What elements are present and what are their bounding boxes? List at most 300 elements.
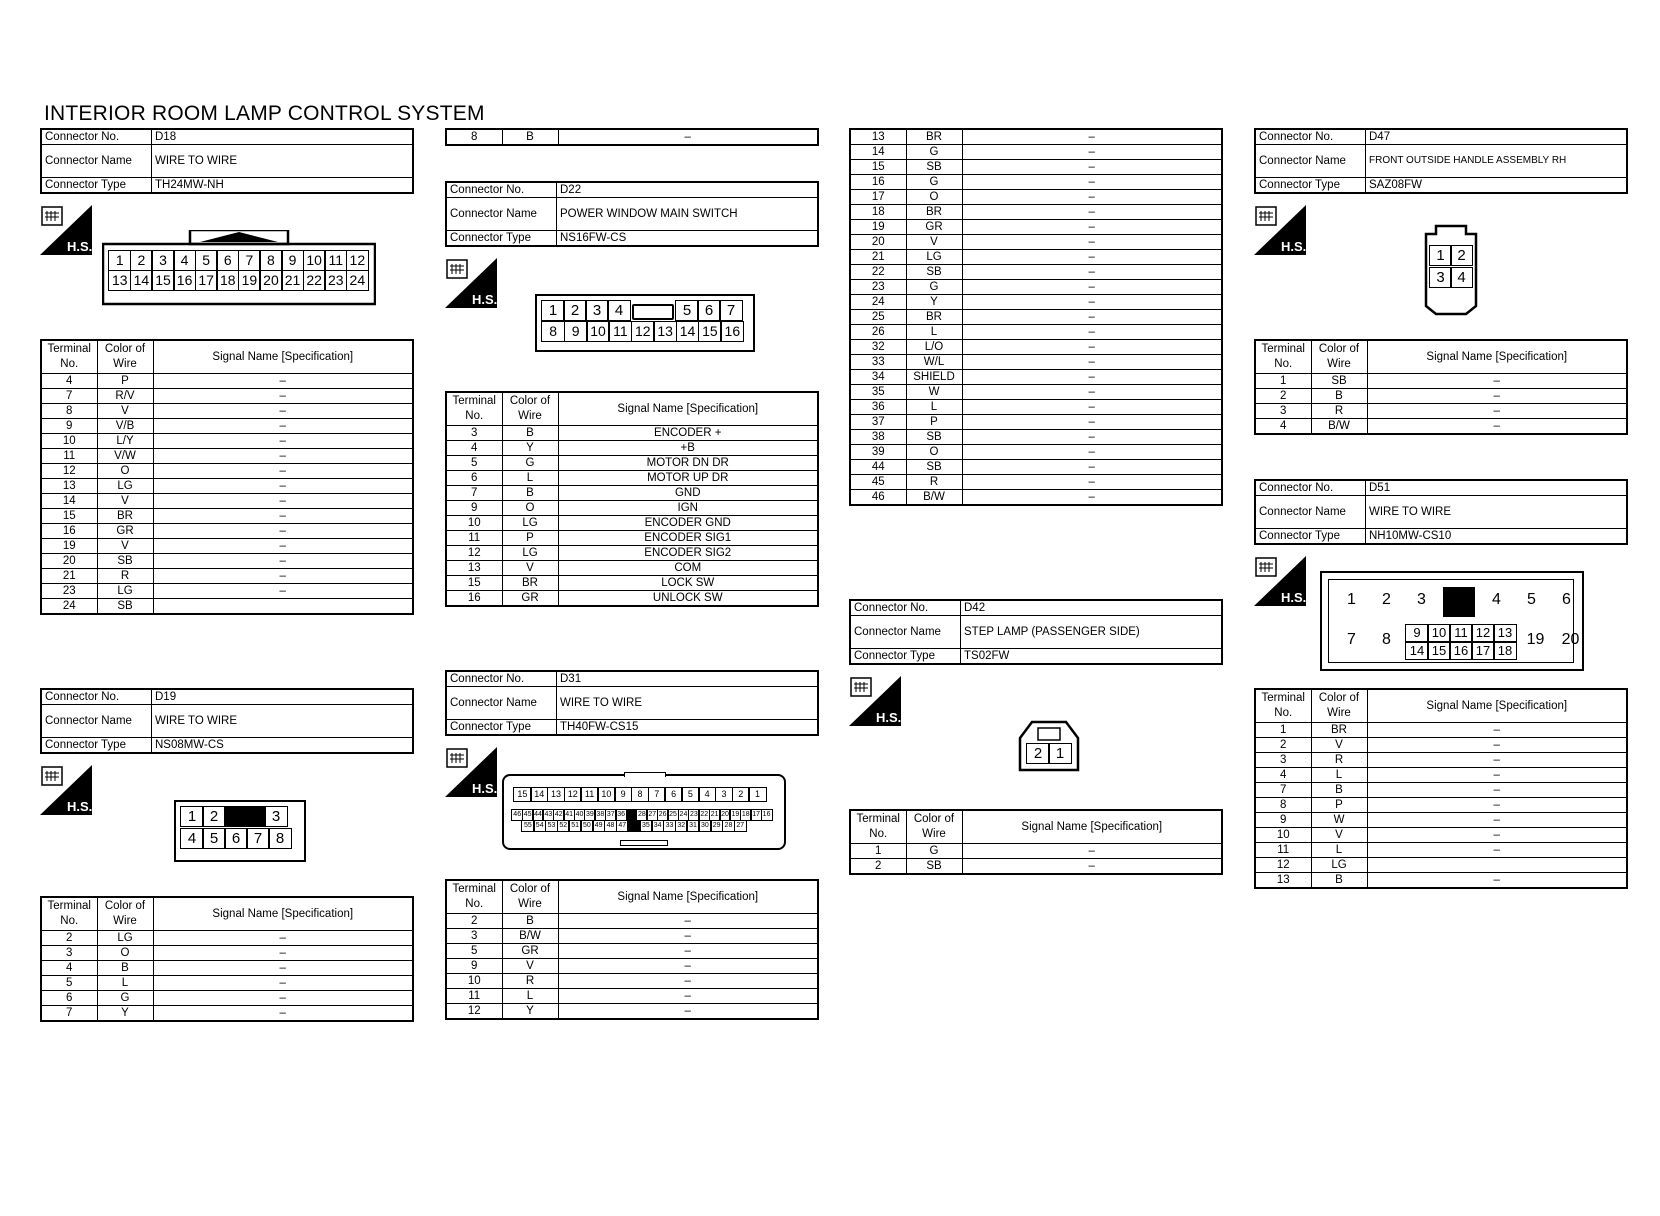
connector-pin: 1 bbox=[1048, 743, 1072, 764]
connector-pin: 8 bbox=[631, 787, 649, 802]
color-cell: G bbox=[906, 844, 962, 859]
terminal-cell: 26 bbox=[850, 325, 906, 340]
terminal-row bbox=[41, 599, 413, 615]
signal-cell: – bbox=[962, 859, 1222, 875]
terminal-cell: 44 bbox=[850, 460, 906, 475]
terminal-row bbox=[1255, 768, 1627, 783]
terminal-cell: 12 bbox=[446, 546, 502, 561]
connector-pin: 12 bbox=[1471, 624, 1495, 642]
signal-cell: – bbox=[962, 475, 1222, 490]
color-cell: B bbox=[1311, 873, 1367, 889]
connector-pin: 54 bbox=[533, 820, 546, 832]
connector-pin: 49 bbox=[592, 820, 605, 832]
terminal-cell: 4 bbox=[1255, 419, 1311, 435]
color-cell: GR bbox=[502, 944, 558, 959]
col-terminal-header: Terminal No. bbox=[446, 392, 502, 426]
connector-pin: 14 bbox=[676, 321, 700, 342]
connector-pin: 14 bbox=[1405, 642, 1429, 660]
color-cell: G bbox=[906, 145, 962, 160]
terminal-cell: 4 bbox=[41, 374, 97, 389]
terminal-cell: 5 bbox=[446, 456, 502, 471]
connector-pin: 3 bbox=[264, 806, 288, 827]
color-cell: B/W bbox=[502, 929, 558, 944]
terminal-row bbox=[41, 539, 413, 554]
connector-pin: 10 bbox=[597, 787, 615, 802]
terminal-cell: 18 bbox=[850, 205, 906, 220]
terminal-row bbox=[41, 389, 413, 404]
terminal-cell: 32 bbox=[850, 340, 906, 355]
terminal-row bbox=[850, 295, 1222, 310]
hs-icon bbox=[40, 765, 92, 815]
terminal-cell: 10 bbox=[446, 974, 502, 989]
color-cell: G bbox=[97, 991, 153, 1006]
signal-cell: – bbox=[962, 220, 1222, 235]
terminal-cell: 36 bbox=[850, 400, 906, 415]
color-cell: B bbox=[502, 426, 558, 441]
connector-pin: 3 bbox=[715, 787, 733, 802]
terminal-cell: 3 bbox=[1255, 753, 1311, 768]
connector-d18-header bbox=[40, 128, 414, 194]
connector-pin: 42 bbox=[553, 809, 565, 821]
terminal-row bbox=[1255, 419, 1627, 435]
terminal-row bbox=[41, 554, 413, 569]
connector-d47-face bbox=[1422, 224, 1480, 316]
connector-pin: 5 bbox=[202, 828, 226, 849]
connector-pin: 4 bbox=[180, 828, 204, 849]
connector-pin: 6 bbox=[697, 300, 721, 321]
color-cell: B/W bbox=[1311, 419, 1367, 435]
connector-pin: 8 bbox=[268, 828, 292, 849]
terminal-cell: 5 bbox=[41, 976, 97, 991]
connector-pin: 6 bbox=[1562, 591, 1571, 609]
connector-pin: 11 bbox=[608, 321, 632, 342]
terminal-cell: 12 bbox=[1255, 858, 1311, 873]
connector-pin: 12 bbox=[346, 250, 369, 271]
color-cell: B bbox=[502, 914, 558, 929]
value-connector-name: FRONT OUTSIDE HANDLE ASSEMBLY RH bbox=[1366, 145, 1628, 178]
color-cell: L bbox=[906, 400, 962, 415]
terminal-row bbox=[41, 479, 413, 494]
signal-cell: – bbox=[1367, 753, 1627, 768]
color-cell: L bbox=[502, 989, 558, 1004]
connector-pin: 8 bbox=[541, 321, 565, 342]
connector-pin: 7 bbox=[1347, 631, 1356, 649]
connector-pin: 21 bbox=[281, 270, 304, 291]
color-cell: L/Y bbox=[97, 434, 153, 449]
label-connector-no: Connector No. bbox=[1255, 480, 1366, 496]
terminal-row bbox=[1255, 389, 1627, 404]
terminal-cell: 10 bbox=[446, 516, 502, 531]
connector-pin: 1 bbox=[1429, 245, 1452, 266]
connector-pin: 12 bbox=[631, 321, 655, 342]
signal-cell: – bbox=[962, 844, 1222, 859]
terminal-cell: 2 bbox=[41, 931, 97, 946]
connector-pin: 51 bbox=[568, 820, 581, 832]
color-cell: GR bbox=[906, 220, 962, 235]
terminal-row bbox=[446, 576, 818, 591]
connector-pin: 11 bbox=[324, 250, 347, 271]
connector-pin: 24 bbox=[678, 809, 690, 821]
terminal-cell: 11 bbox=[446, 989, 502, 1004]
connector-pin: 17 bbox=[1471, 642, 1495, 660]
connector-pin: 30 bbox=[698, 820, 711, 832]
connector-pin: 16 bbox=[173, 270, 196, 291]
connector-pin: 19 bbox=[238, 270, 261, 291]
color-cell: V bbox=[97, 494, 153, 509]
color-cell: R bbox=[502, 974, 558, 989]
connector-d31-continued-table bbox=[849, 128, 1223, 506]
connector-pin: 11 bbox=[1449, 624, 1473, 642]
color-cell: G bbox=[906, 280, 962, 295]
connector-pin: 19 bbox=[729, 809, 741, 821]
terminal-cell: 13 bbox=[850, 129, 906, 145]
connector-pin: 14 bbox=[530, 787, 548, 802]
terminal-row bbox=[41, 976, 413, 991]
color-cell: P bbox=[97, 374, 153, 389]
terminal-cell: 21 bbox=[41, 569, 97, 584]
connector-pin: 26 bbox=[657, 809, 669, 821]
signal-cell: UNLOCK SW bbox=[558, 591, 818, 607]
terminal-row bbox=[850, 220, 1222, 235]
connector-pin: 18 bbox=[740, 809, 752, 821]
terminal-row bbox=[850, 370, 1222, 385]
page-title: INTERIOR ROOM LAMP CONTROL SYSTEM bbox=[44, 102, 485, 125]
color-cell: SB bbox=[97, 599, 153, 615]
signal-cell: ENCODER SIG1 bbox=[558, 531, 818, 546]
value-connector-type: SAZ08FW bbox=[1366, 178, 1628, 194]
svg-text:H.S.: H.S. bbox=[472, 292, 497, 307]
connector-pin: 14 bbox=[130, 270, 153, 291]
label-connector-type: Connector Type bbox=[41, 178, 152, 194]
terminal-cell: 8 bbox=[446, 129, 502, 145]
signal-cell: – bbox=[962, 340, 1222, 355]
terminal-cell: 20 bbox=[41, 554, 97, 569]
signal-cell: – bbox=[1367, 828, 1627, 843]
label-connector-type: Connector Type bbox=[1255, 529, 1366, 545]
signal-cell: – bbox=[962, 460, 1222, 475]
terminal-cell: 9 bbox=[1255, 813, 1311, 828]
color-cell: R/V bbox=[97, 389, 153, 404]
terminal-row bbox=[850, 310, 1222, 325]
connector-pin: 3 bbox=[1417, 591, 1426, 609]
color-cell: V bbox=[97, 404, 153, 419]
connector-d51-pin-table bbox=[1254, 688, 1628, 889]
connector-key-slot bbox=[224, 806, 266, 827]
terminal-cell: 35 bbox=[850, 385, 906, 400]
signal-cell: – bbox=[1367, 389, 1627, 404]
connector-pin: 5 bbox=[1527, 591, 1536, 609]
value-connector-type: TH24MW-NH bbox=[152, 178, 414, 194]
terminal-row bbox=[850, 160, 1222, 175]
connector-pin: 16 bbox=[720, 321, 744, 342]
signal-cell: – bbox=[153, 464, 413, 479]
color-cell: O bbox=[906, 190, 962, 205]
terminal-row bbox=[446, 441, 818, 456]
terminal-row bbox=[41, 404, 413, 419]
color-cell: LG bbox=[97, 931, 153, 946]
connector-pin: 3 bbox=[1429, 267, 1452, 288]
terminal-row bbox=[446, 516, 818, 531]
color-cell: L bbox=[1311, 843, 1367, 858]
color-cell: O bbox=[502, 501, 558, 516]
signal-cell: – bbox=[153, 1006, 413, 1022]
terminal-row bbox=[41, 961, 413, 976]
signal-cell: – bbox=[1367, 768, 1627, 783]
signal-cell: – bbox=[558, 944, 818, 959]
terminal-row bbox=[850, 355, 1222, 370]
hs-icon bbox=[445, 747, 497, 797]
connector-pin: 43 bbox=[542, 809, 554, 821]
terminal-cell: 9 bbox=[41, 419, 97, 434]
connector-d18-pin-table bbox=[40, 339, 414, 615]
terminal-cell: 11 bbox=[41, 449, 97, 464]
connector-pin: 44 bbox=[532, 809, 544, 821]
label-connector-no: Connector No. bbox=[446, 182, 557, 198]
signal-cell: – bbox=[1367, 738, 1627, 753]
value-connector-type: NS08MW-CS bbox=[152, 738, 414, 754]
terminal-cell: 8 bbox=[41, 404, 97, 419]
connector-pin: 28 bbox=[722, 820, 735, 832]
signal-cell: – bbox=[962, 205, 1222, 220]
terminal-cell: 9 bbox=[446, 959, 502, 974]
connector-pin: 13 bbox=[653, 321, 677, 342]
connector-pin: 10 bbox=[586, 321, 610, 342]
signal-cell: – bbox=[1367, 783, 1627, 798]
connector-pin: 4 bbox=[698, 787, 716, 802]
connector-pin: 31 bbox=[686, 820, 699, 832]
color-cell: R bbox=[97, 569, 153, 584]
col-color-header: Color of Wire bbox=[502, 392, 558, 426]
terminal-cell: 2 bbox=[1255, 389, 1311, 404]
color-cell: LG bbox=[97, 584, 153, 599]
terminal-row bbox=[850, 859, 1222, 875]
color-cell: SB bbox=[97, 554, 153, 569]
terminal-cell: 1 bbox=[1255, 374, 1311, 389]
signal-cell: – bbox=[153, 991, 413, 1006]
terminal-cell: 7 bbox=[41, 1006, 97, 1022]
signal-cell: – bbox=[962, 310, 1222, 325]
terminal-cell: 6 bbox=[446, 471, 502, 486]
terminal-cell: 1 bbox=[1255, 723, 1311, 738]
color-cell: BR bbox=[502, 576, 558, 591]
col-signal-header: Signal Name [Specification] bbox=[153, 340, 413, 374]
connector-pin: 23 bbox=[688, 809, 700, 821]
color-cell: Y bbox=[502, 1004, 558, 1020]
terminal-row bbox=[1255, 374, 1627, 389]
terminal-cell: 2 bbox=[1255, 738, 1311, 753]
color-cell: R bbox=[1311, 753, 1367, 768]
label-connector-name: Connector Name bbox=[850, 616, 961, 649]
signal-cell: – bbox=[153, 569, 413, 584]
color-cell: O bbox=[906, 445, 962, 460]
color-cell: Y bbox=[97, 1006, 153, 1022]
terminal-row bbox=[41, 584, 413, 599]
signal-cell: – bbox=[153, 946, 413, 961]
signal-cell: – bbox=[1367, 374, 1627, 389]
connector-d51-face bbox=[1320, 571, 1584, 671]
terminal-row bbox=[41, 419, 413, 434]
connector-d42-header bbox=[849, 599, 1223, 665]
terminal-cell: 38 bbox=[850, 430, 906, 445]
color-cell: V bbox=[1311, 828, 1367, 843]
terminal-cell: 7 bbox=[41, 389, 97, 404]
terminal-cell: 10 bbox=[41, 434, 97, 449]
terminal-cell: 24 bbox=[41, 599, 97, 615]
terminal-row bbox=[41, 449, 413, 464]
terminal-cell: 7 bbox=[1255, 783, 1311, 798]
terminal-cell: 33 bbox=[850, 355, 906, 370]
signal-cell: – bbox=[558, 1004, 818, 1020]
value-connector-type: NS16FW-CS bbox=[557, 231, 819, 247]
color-cell: V bbox=[906, 235, 962, 250]
connector-pin: 27 bbox=[646, 809, 658, 821]
connector-pin: 32 bbox=[675, 820, 688, 832]
col-color-header: Color of Wire bbox=[1311, 340, 1367, 374]
terminal-cell: 2 bbox=[446, 914, 502, 929]
col-color-header: Color of Wire bbox=[97, 897, 153, 931]
hs-icon bbox=[849, 676, 901, 726]
connector-pin: 19 bbox=[1526, 631, 1545, 649]
value-connector-name: STEP LAMP (PASSENGER SIDE) bbox=[961, 616, 1223, 649]
connector-pin: 36 bbox=[615, 809, 627, 821]
terminal-row bbox=[850, 190, 1222, 205]
signal-cell: – bbox=[1367, 813, 1627, 828]
signal-cell: – bbox=[962, 280, 1222, 295]
connector-pin: 25 bbox=[667, 809, 679, 821]
signal-cell: – bbox=[153, 509, 413, 524]
color-cell: BR bbox=[97, 509, 153, 524]
value-connector-name: WIRE TO WIRE bbox=[557, 687, 819, 720]
terminal-row bbox=[850, 205, 1222, 220]
connector-d51-header bbox=[1254, 479, 1628, 545]
col-terminal-header: Terminal No. bbox=[41, 340, 97, 374]
value-connector-no: D19 bbox=[152, 689, 414, 705]
terminal-row bbox=[850, 129, 1222, 145]
connector-pin: 3 bbox=[151, 250, 174, 271]
col-terminal-header: Terminal No. bbox=[41, 897, 97, 931]
col-signal-header: Signal Name [Specification] bbox=[1367, 340, 1627, 374]
connector-pin: 38 bbox=[594, 809, 606, 821]
terminal-cell: 3 bbox=[446, 426, 502, 441]
terminal-cell: 37 bbox=[850, 415, 906, 430]
signal-cell: ENCODER SIG2 bbox=[558, 546, 818, 561]
value-connector-name: WIRE TO WIRE bbox=[1366, 496, 1628, 529]
connector-pin: 41 bbox=[563, 809, 575, 821]
connector-pin: 22 bbox=[698, 809, 710, 821]
label-connector-name: Connector Name bbox=[41, 145, 152, 178]
signal-cell: IGN bbox=[558, 501, 818, 516]
value-connector-no: D31 bbox=[557, 671, 819, 687]
color-cell: L bbox=[502, 471, 558, 486]
label-connector-name: Connector Name bbox=[41, 705, 152, 738]
connector-d18-continued-table bbox=[445, 128, 819, 146]
value-connector-no: D47 bbox=[1366, 129, 1628, 145]
terminal-row bbox=[1255, 873, 1627, 889]
connector-pin: 2 bbox=[1450, 245, 1473, 266]
color-cell: R bbox=[1311, 404, 1367, 419]
terminal-row bbox=[1255, 798, 1627, 813]
signal-cell: – bbox=[962, 175, 1222, 190]
terminal-row bbox=[1255, 813, 1627, 828]
connector-pin: 7 bbox=[238, 250, 261, 271]
connector-pin: 12 bbox=[564, 787, 582, 802]
hs-icon bbox=[40, 205, 92, 255]
signal-cell: – bbox=[962, 355, 1222, 370]
connector-pin: 47 bbox=[616, 820, 629, 832]
col-terminal-header: Terminal No. bbox=[850, 810, 906, 844]
connector-d31-face bbox=[502, 774, 786, 850]
color-cell: BR bbox=[906, 205, 962, 220]
color-cell: W bbox=[1311, 813, 1367, 828]
terminal-cell: 19 bbox=[850, 220, 906, 235]
signal-cell: – bbox=[153, 449, 413, 464]
col-signal-header: Signal Name [Specification] bbox=[153, 897, 413, 931]
signal-cell: – bbox=[962, 490, 1222, 506]
signal-cell: – bbox=[558, 929, 818, 944]
terminal-cell: 13 bbox=[1255, 873, 1311, 889]
color-cell: LG bbox=[502, 516, 558, 531]
color-cell: SB bbox=[906, 265, 962, 280]
label-connector-type: Connector Type bbox=[1255, 178, 1366, 194]
terminal-row bbox=[850, 844, 1222, 859]
connector-pin: 2 bbox=[202, 806, 226, 827]
connector-pin: 10 bbox=[303, 250, 326, 271]
connector-pin: 8 bbox=[1382, 631, 1391, 649]
terminal-row bbox=[850, 175, 1222, 190]
terminal-cell: 22 bbox=[850, 265, 906, 280]
terminal-row bbox=[850, 250, 1222, 265]
signal-cell: – bbox=[153, 961, 413, 976]
terminal-cell: 16 bbox=[446, 591, 502, 607]
connector-pin: 52 bbox=[557, 820, 570, 832]
terminal-row bbox=[41, 991, 413, 1006]
terminal-cell: 16 bbox=[850, 175, 906, 190]
color-cell: O bbox=[97, 464, 153, 479]
signal-cell: – bbox=[1367, 798, 1627, 813]
terminal-cell: 23 bbox=[850, 280, 906, 295]
terminal-cell: 14 bbox=[41, 494, 97, 509]
connector-pin: 1 bbox=[180, 806, 204, 827]
terminal-cell: 3 bbox=[1255, 404, 1311, 419]
terminal-cell: 5 bbox=[446, 944, 502, 959]
label-connector-name: Connector Name bbox=[446, 198, 557, 231]
connector-pin: 7 bbox=[648, 787, 666, 802]
terminal-row bbox=[446, 129, 818, 145]
connector-pin: 17 bbox=[750, 809, 762, 821]
color-cell: V bbox=[502, 561, 558, 576]
terminal-row bbox=[41, 374, 413, 389]
color-cell: B bbox=[502, 486, 558, 501]
connector-pin: 13 bbox=[547, 787, 565, 802]
connector-pin: 13 bbox=[108, 270, 131, 291]
col-color-header: Color of Wire bbox=[97, 340, 153, 374]
value-connector-no: D42 bbox=[961, 600, 1223, 616]
connector-d22-pin-table bbox=[445, 391, 819, 607]
connector-pin: 6 bbox=[216, 250, 239, 271]
connector-pin: 37 bbox=[605, 809, 617, 821]
terminal-cell: 3 bbox=[41, 946, 97, 961]
color-cell: L/O bbox=[906, 340, 962, 355]
terminal-row bbox=[41, 494, 413, 509]
signal-cell: – bbox=[962, 415, 1222, 430]
label-connector-no: Connector No. bbox=[1255, 129, 1366, 145]
connector-pin: 24 bbox=[346, 270, 369, 291]
signal-cell: ENCODER GND bbox=[558, 516, 818, 531]
color-cell: Y bbox=[906, 295, 962, 310]
color-cell: R bbox=[906, 475, 962, 490]
terminal-row bbox=[446, 959, 818, 974]
signal-cell: ENCODER + bbox=[558, 426, 818, 441]
